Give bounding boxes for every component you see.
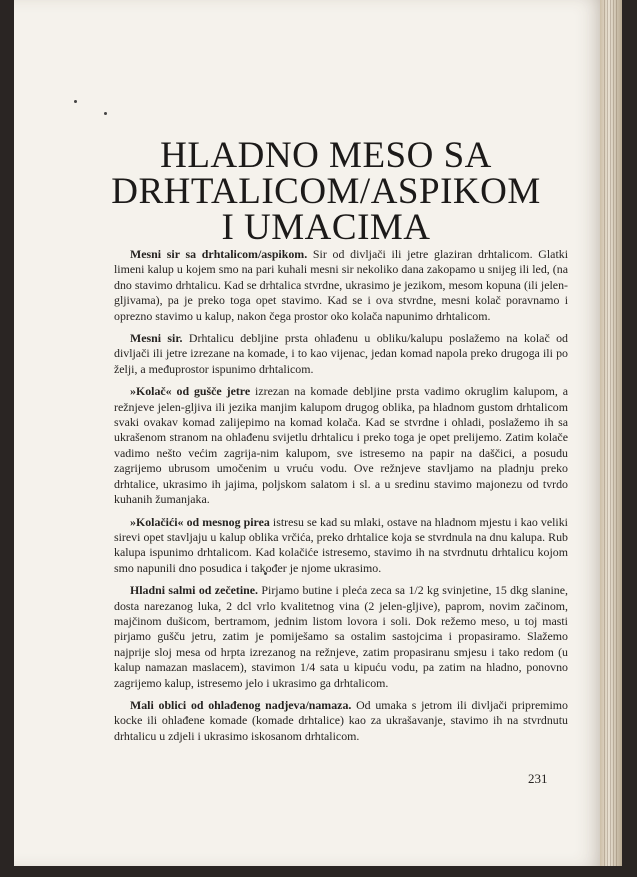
speck-mark xyxy=(104,112,107,115)
recipe-heading: Mali oblici od ohlađenog nadjeva/namaza. xyxy=(130,697,352,712)
recipe-body: istresu se kad su mlaki, ostave na hladnom mjestu i kao veliki sirevi opet stavljaju u kalup oblika vrčića, preko drhtalice koja se stvrdnula na dnu kalupa. Rub kalupa ispunimo drhtalicom. Kad kolačiće istresemo, stavimo ih na stvrdnutu drhtalicu kojom smo napunili dno posudica i također je njome ukrasimo. xyxy=(114,514,568,575)
title-line-1: HLADNO MESO SA xyxy=(160,135,492,176)
recipe-heading: Mesni sir sa drhtalicom/aspikom. xyxy=(130,247,308,261)
recipe-heading: Hladni salmi od zečetine. xyxy=(130,583,259,598)
recipe-body: Sir od divljači ili jetre glaziran drhtalicom. Glatki limeni kalup u kojem smo na pari kuhali mesni sir nekoliko dana zakopamo u snijeg ili led, (na dno stavimo drhtalicu. Kad se drhtalica stvrdne, ukrasimo je jezikom, mesom kopuna (ili jelen-gljivama), pa je preko toga opet stavimo. Kad se i ova stvrdne, mesni kolač poravnamo i oprezno stavimo u kalup, nakon čega prostor oko kolača napunimo drhtalicom. xyxy=(114,247,568,323)
recipe-heading: Mesni sir. xyxy=(130,331,183,346)
book-page xyxy=(14,0,606,866)
recipe-heading: »Kolač« od gušče jetre xyxy=(130,384,251,399)
recipe-paragraph xyxy=(114,583,568,691)
recipe-text xyxy=(114,247,568,751)
recipe-body: Drhtalicu debljine prsta ohlađenu u obliku/kalupu poslažemo na kolač od divljači ili jetre izrezane na komade, i to kao vijenac, jedan komad napola preko drugoga ili po želji, a međuprostor ispunimo drhtalicom. xyxy=(114,331,569,376)
speck-mark xyxy=(74,100,77,103)
recipe-paragraph xyxy=(114,331,568,377)
recipe-body: Od umaka s jetrom ili divljači pripremimo kocke ili ohlađene komade (komade drhtalice) kao za ukrašavanje, stavimo ih na stvrdnutu drhtalicu u zdjeli i ukrasimo iskosanom drhtalicom. xyxy=(114,697,568,743)
recipe-body: izrezan na komade debljine prsta vadimo okruglim kalupom, a režnjeve jelen-gljiva ili jezika manjim kalupom drugog oblika, pa hladnom gustom drhtalicom svaki ovakav komad zalijepimo na komad kolača. Kad se stvrdne i ohladi, poslažemo ih sa ukrašenom stranom na ohlađenu svijetlu drhtalicu i preko toga je opet prelijemo. Zatim kolače vadimo nešto većim zagrija-nim kalupom, sve istresemo na papir na daščici, a posudu zagrijemo ubrusom umočenim u vruću vodu. Ove režnjeve stavljamo na pladnju preko drhtalice, ukrasimo ih jajima, poljskom salatom i sl. a u sredinu stavimo majonezu od tvrdo kuhanih žumanjaka. xyxy=(114,384,568,507)
recipe-paragraph xyxy=(114,515,568,577)
title-line-2: DRHTALICOM/ASPIKOM xyxy=(111,171,541,212)
recipe-paragraph xyxy=(114,247,568,324)
recipe-heading: »Kolačići« od mesnog pirea xyxy=(130,514,270,529)
recipe-paragraph xyxy=(114,698,568,744)
recipe-paragraph xyxy=(114,384,568,507)
recipe-body: Pirjamo butine i pleća zeca sa 1/2 kg svinjetine, 15 dkg slanine, dosta narezanog luka, 2 dcl vrlo kvalitetnog vina (2 jelen-gljive), paprom, novim začinom, majčinom dušicom, bertramom, jednim listom lovora i soli. Dok režemo meso, u toj masti pirjamo gušču jetru, zatim je pomiješamo sa ostalim sastojcima i propasiramo. Slažemo najprije sloj mesa od hrpta izrezanog na režnjeve, zatim propasiranu smjesu i tako redom (u kalup namazan maslacem), stavimon 1/4 sata u kipuću vodu, pa zatim na hladno, ponovno zagrijemo kalup, istresemo jelo i ukrasimo ga drhtalicom. xyxy=(114,583,568,690)
page-stack-lines xyxy=(604,0,618,866)
page-number: 231 xyxy=(528,771,548,786)
title-line-3: I UMACIMA xyxy=(221,207,431,248)
page-title xyxy=(54,135,598,248)
